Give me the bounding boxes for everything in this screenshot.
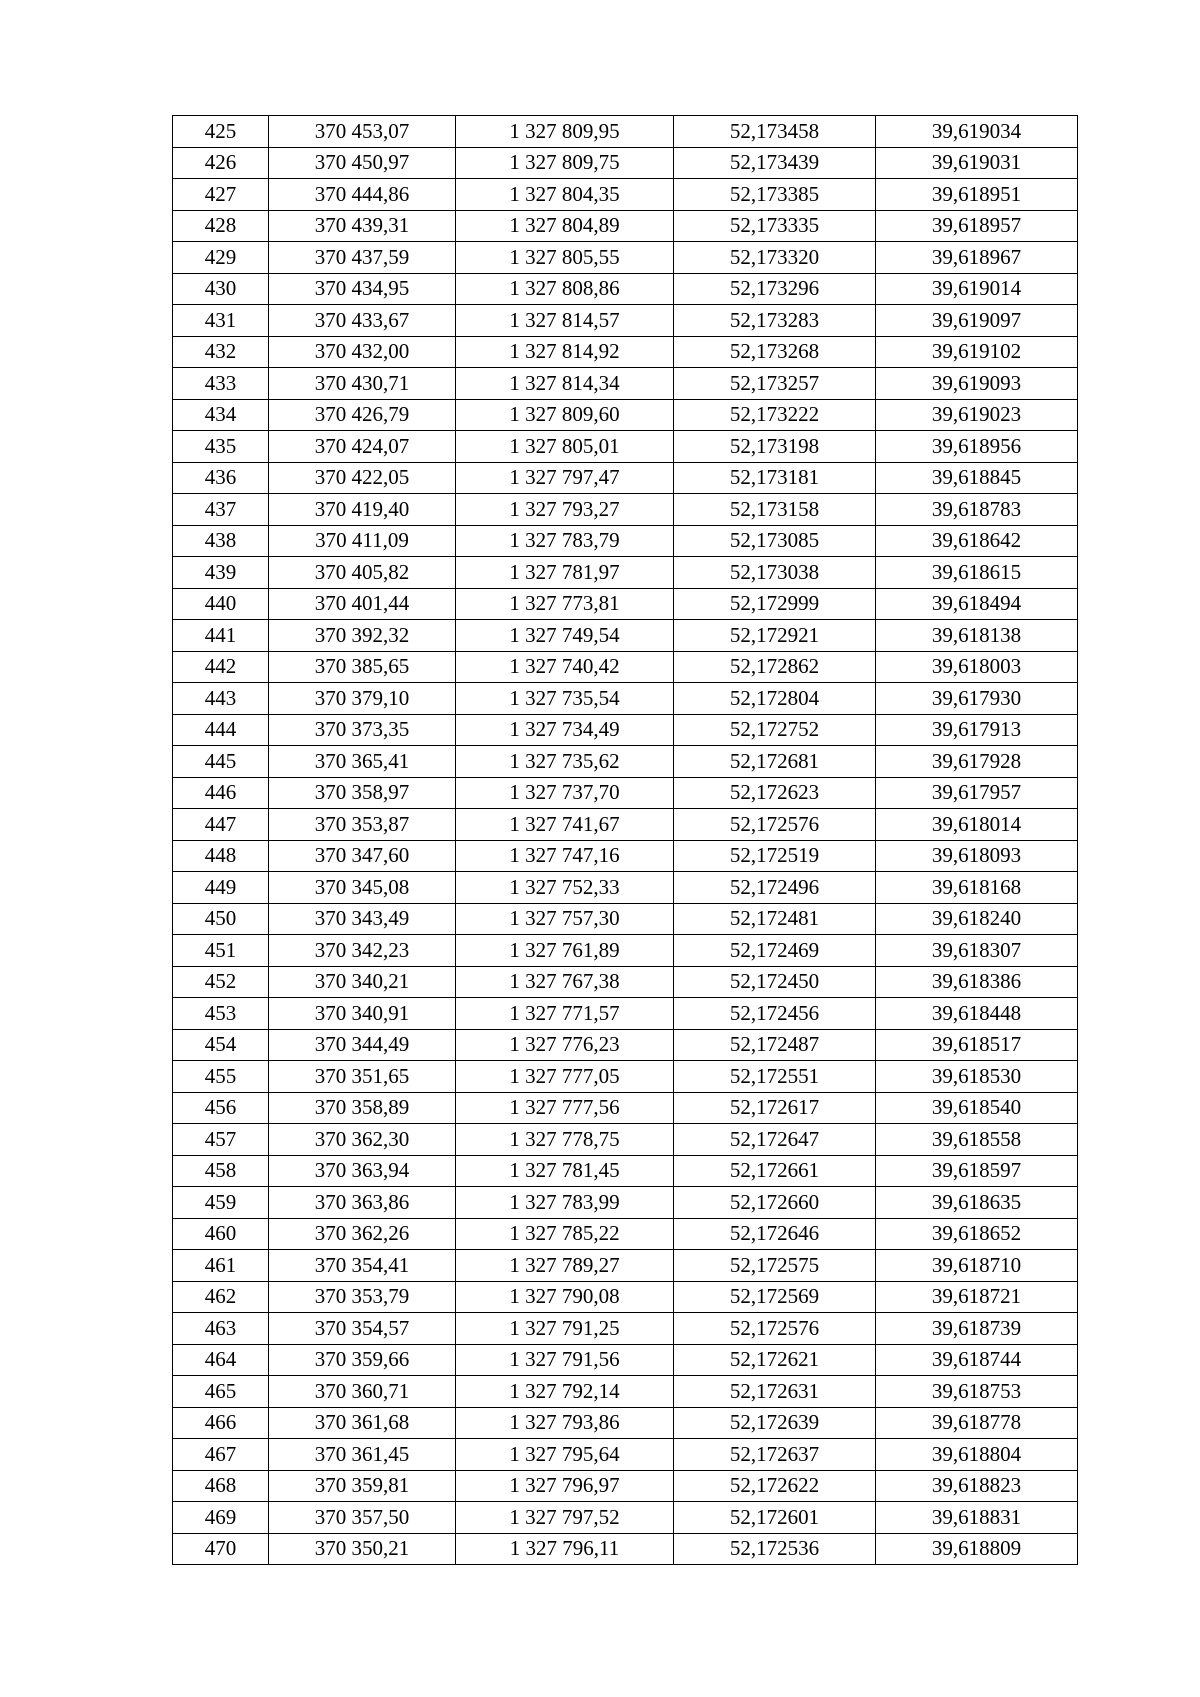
longitude-cell: 39,618530 (876, 1061, 1078, 1093)
longitude-cell: 39,618540 (876, 1092, 1078, 1124)
table-row (173, 1344, 1078, 1376)
point-number-cell: 432 (173, 336, 269, 368)
point-number-cell: 448 (173, 840, 269, 872)
point-number-cell: 462 (173, 1281, 269, 1313)
x-coordinate-cell: 370 354,41 (269, 1250, 456, 1282)
longitude-cell: 39,618951 (876, 179, 1078, 211)
y-coordinate-cell: 1 327 773,81 (456, 588, 674, 620)
point-number-cell: 468 (173, 1470, 269, 1502)
table-row (173, 588, 1078, 620)
x-coordinate-cell: 370 342,23 (269, 935, 456, 967)
y-coordinate-cell: 1 327 791,56 (456, 1344, 674, 1376)
y-coordinate-cell: 1 327 771,57 (456, 998, 674, 1030)
y-coordinate-cell: 1 327 747,16 (456, 840, 674, 872)
longitude-cell: 39,618240 (876, 903, 1078, 935)
x-coordinate-cell: 370 360,71 (269, 1376, 456, 1408)
longitude-cell: 39,618448 (876, 998, 1078, 1030)
point-number-cell: 463 (173, 1313, 269, 1345)
y-coordinate-cell: 1 327 804,35 (456, 179, 674, 211)
latitude-cell: 52,172487 (674, 1029, 876, 1061)
point-number-cell: 427 (173, 179, 269, 211)
latitude-cell: 52,172647 (674, 1124, 876, 1156)
point-number-cell: 445 (173, 746, 269, 778)
latitude-cell: 52,173198 (674, 431, 876, 463)
x-coordinate-cell: 370 365,41 (269, 746, 456, 778)
point-number-cell: 433 (173, 368, 269, 400)
point-number-cell: 443 (173, 683, 269, 715)
point-number-cell: 444 (173, 714, 269, 746)
y-coordinate-cell: 1 327 809,60 (456, 399, 674, 431)
x-coordinate-cell: 370 340,21 (269, 966, 456, 998)
x-coordinate-cell: 370 351,65 (269, 1061, 456, 1093)
table-row (173, 777, 1078, 809)
x-coordinate-cell: 370 411,09 (269, 525, 456, 557)
y-coordinate-cell: 1 327 814,92 (456, 336, 674, 368)
latitude-cell: 52,172621 (674, 1344, 876, 1376)
longitude-cell: 39,619102 (876, 336, 1078, 368)
longitude-cell: 39,618809 (876, 1533, 1078, 1565)
longitude-cell: 39,618307 (876, 935, 1078, 967)
point-number-cell: 464 (173, 1344, 269, 1376)
longitude-cell: 39,618652 (876, 1218, 1078, 1250)
point-number-cell: 434 (173, 399, 269, 431)
table-row (173, 1061, 1078, 1093)
latitude-cell: 52,172804 (674, 683, 876, 715)
latitude-cell: 52,172536 (674, 1533, 876, 1565)
y-coordinate-cell: 1 327 767,38 (456, 966, 674, 998)
x-coordinate-cell: 370 347,60 (269, 840, 456, 872)
latitude-cell: 52,173257 (674, 368, 876, 400)
x-coordinate-cell: 370 361,68 (269, 1407, 456, 1439)
point-number-cell: 446 (173, 777, 269, 809)
latitude-cell: 52,172646 (674, 1218, 876, 1250)
table-row (173, 368, 1078, 400)
y-coordinate-cell: 1 327 781,97 (456, 557, 674, 589)
y-coordinate-cell: 1 327 776,23 (456, 1029, 674, 1061)
latitude-cell: 52,172481 (674, 903, 876, 935)
latitude-cell: 52,173458 (674, 116, 876, 148)
point-number-cell: 466 (173, 1407, 269, 1439)
y-coordinate-cell: 1 327 795,64 (456, 1439, 674, 1471)
longitude-cell: 39,618710 (876, 1250, 1078, 1282)
table-row (173, 305, 1078, 337)
point-number-cell: 447 (173, 809, 269, 841)
point-number-cell: 430 (173, 273, 269, 305)
x-coordinate-cell: 370 439,31 (269, 210, 456, 242)
longitude-cell: 39,618558 (876, 1124, 1078, 1156)
latitude-cell: 52,172660 (674, 1187, 876, 1219)
x-coordinate-cell: 370 426,79 (269, 399, 456, 431)
table-row (173, 683, 1078, 715)
y-coordinate-cell: 1 327 797,47 (456, 462, 674, 494)
latitude-cell: 52,172999 (674, 588, 876, 620)
latitude-cell: 52,172551 (674, 1061, 876, 1093)
table-row (173, 525, 1078, 557)
table-row (173, 242, 1078, 274)
y-coordinate-cell: 1 327 814,57 (456, 305, 674, 337)
longitude-cell: 39,618753 (876, 1376, 1078, 1408)
table-row (173, 1407, 1078, 1439)
x-coordinate-cell: 370 362,26 (269, 1218, 456, 1250)
longitude-cell: 39,618778 (876, 1407, 1078, 1439)
table-row (173, 651, 1078, 683)
table-row (173, 1124, 1078, 1156)
y-coordinate-cell: 1 327 777,56 (456, 1092, 674, 1124)
x-coordinate-cell: 370 432,00 (269, 336, 456, 368)
latitude-cell: 52,172617 (674, 1092, 876, 1124)
y-coordinate-cell: 1 327 777,05 (456, 1061, 674, 1093)
longitude-cell: 39,618517 (876, 1029, 1078, 1061)
x-coordinate-cell: 370 345,08 (269, 872, 456, 904)
table-row (173, 1470, 1078, 1502)
table-row (173, 935, 1078, 967)
latitude-cell: 52,173268 (674, 336, 876, 368)
point-number-cell: 467 (173, 1439, 269, 1471)
latitude-cell: 52,172575 (674, 1250, 876, 1282)
point-number-cell: 455 (173, 1061, 269, 1093)
latitude-cell: 52,173320 (674, 242, 876, 274)
y-coordinate-cell: 1 327 741,67 (456, 809, 674, 841)
x-coordinate-cell: 370 419,40 (269, 494, 456, 526)
point-number-cell: 459 (173, 1187, 269, 1219)
x-coordinate-cell: 370 340,91 (269, 998, 456, 1030)
y-coordinate-cell: 1 327 809,75 (456, 147, 674, 179)
x-coordinate-cell: 370 437,59 (269, 242, 456, 274)
y-coordinate-cell: 1 327 783,99 (456, 1187, 674, 1219)
point-number-cell: 469 (173, 1502, 269, 1534)
table-row (173, 714, 1078, 746)
x-coordinate-cell: 370 430,71 (269, 368, 456, 400)
table-row (173, 210, 1078, 242)
table-row (173, 147, 1078, 179)
longitude-cell: 39,619023 (876, 399, 1078, 431)
x-coordinate-cell: 370 358,97 (269, 777, 456, 809)
table-row (173, 1250, 1078, 1282)
x-coordinate-cell: 370 453,07 (269, 116, 456, 148)
x-coordinate-cell: 370 357,50 (269, 1502, 456, 1534)
x-coordinate-cell: 370 363,94 (269, 1155, 456, 1187)
point-number-cell: 429 (173, 242, 269, 274)
longitude-cell: 39,618956 (876, 431, 1078, 463)
y-coordinate-cell: 1 327 793,86 (456, 1407, 674, 1439)
x-coordinate-cell: 370 385,65 (269, 651, 456, 683)
y-coordinate-cell: 1 327 792,14 (456, 1376, 674, 1408)
longitude-cell: 39,618831 (876, 1502, 1078, 1534)
table-row (173, 1029, 1078, 1061)
table-row (173, 431, 1078, 463)
y-coordinate-cell: 1 327 789,27 (456, 1250, 674, 1282)
latitude-cell: 52,172469 (674, 935, 876, 967)
point-number-cell: 461 (173, 1250, 269, 1282)
longitude-cell: 39,617930 (876, 683, 1078, 715)
longitude-cell: 39,619097 (876, 305, 1078, 337)
latitude-cell: 52,173038 (674, 557, 876, 589)
latitude-cell: 52,172576 (674, 809, 876, 841)
y-coordinate-cell: 1 327 740,42 (456, 651, 674, 683)
longitude-cell: 39,618093 (876, 840, 1078, 872)
latitude-cell: 52,172576 (674, 1313, 876, 1345)
x-coordinate-cell: 370 353,87 (269, 809, 456, 841)
longitude-cell: 39,618615 (876, 557, 1078, 589)
point-number-cell: 440 (173, 588, 269, 620)
longitude-cell: 39,618721 (876, 1281, 1078, 1313)
y-coordinate-cell: 1 327 814,34 (456, 368, 674, 400)
x-coordinate-cell: 370 353,79 (269, 1281, 456, 1313)
y-coordinate-cell: 1 327 737,70 (456, 777, 674, 809)
table-row (173, 1502, 1078, 1534)
y-coordinate-cell: 1 327 809,95 (456, 116, 674, 148)
y-coordinate-cell: 1 327 749,54 (456, 620, 674, 652)
y-coordinate-cell: 1 327 797,52 (456, 1502, 674, 1534)
latitude-cell: 52,172631 (674, 1376, 876, 1408)
y-coordinate-cell: 1 327 757,30 (456, 903, 674, 935)
x-coordinate-cell: 370 392,32 (269, 620, 456, 652)
x-coordinate-cell: 370 422,05 (269, 462, 456, 494)
longitude-cell: 39,618739 (876, 1313, 1078, 1345)
longitude-cell: 39,618168 (876, 872, 1078, 904)
table-row (173, 116, 1078, 148)
table-row (173, 746, 1078, 778)
x-coordinate-cell: 370 444,86 (269, 179, 456, 211)
point-number-cell: 456 (173, 1092, 269, 1124)
latitude-cell: 52,172496 (674, 872, 876, 904)
longitude-cell: 39,618967 (876, 242, 1078, 274)
point-number-cell: 452 (173, 966, 269, 998)
y-coordinate-cell: 1 327 735,62 (456, 746, 674, 778)
x-coordinate-cell: 370 450,97 (269, 147, 456, 179)
table-row (173, 998, 1078, 1030)
point-number-cell: 426 (173, 147, 269, 179)
x-coordinate-cell: 370 433,67 (269, 305, 456, 337)
y-coordinate-cell: 1 327 805,01 (456, 431, 674, 463)
point-number-cell: 465 (173, 1376, 269, 1408)
point-number-cell: 460 (173, 1218, 269, 1250)
longitude-cell: 39,618138 (876, 620, 1078, 652)
longitude-cell: 39,618494 (876, 588, 1078, 620)
latitude-cell: 52,173439 (674, 147, 876, 179)
table-row (173, 336, 1078, 368)
latitude-cell: 52,172456 (674, 998, 876, 1030)
table-row (173, 872, 1078, 904)
table-row (173, 462, 1078, 494)
latitude-cell: 52,172639 (674, 1407, 876, 1439)
point-number-cell: 457 (173, 1124, 269, 1156)
table-row (173, 399, 1078, 431)
latitude-cell: 52,173085 (674, 525, 876, 557)
latitude-cell: 52,173222 (674, 399, 876, 431)
y-coordinate-cell: 1 327 783,79 (456, 525, 674, 557)
table-row (173, 840, 1078, 872)
point-number-cell: 458 (173, 1155, 269, 1187)
table-row (173, 1533, 1078, 1565)
y-coordinate-cell: 1 327 761,89 (456, 935, 674, 967)
latitude-cell: 52,172450 (674, 966, 876, 998)
x-coordinate-cell: 370 405,82 (269, 557, 456, 589)
y-coordinate-cell: 1 327 805,55 (456, 242, 674, 274)
y-coordinate-cell: 1 327 808,86 (456, 273, 674, 305)
point-number-cell: 454 (173, 1029, 269, 1061)
point-number-cell: 431 (173, 305, 269, 337)
latitude-cell: 52,173283 (674, 305, 876, 337)
longitude-cell: 39,618783 (876, 494, 1078, 526)
point-number-cell: 441 (173, 620, 269, 652)
y-coordinate-cell: 1 327 793,27 (456, 494, 674, 526)
x-coordinate-cell: 370 359,81 (269, 1470, 456, 1502)
point-number-cell: 451 (173, 935, 269, 967)
x-coordinate-cell: 370 424,07 (269, 431, 456, 463)
longitude-cell: 39,617913 (876, 714, 1078, 746)
longitude-cell: 39,619014 (876, 273, 1078, 305)
coordinates-table-body (173, 116, 1078, 1565)
table-row (173, 1187, 1078, 1219)
point-number-cell: 450 (173, 903, 269, 935)
y-coordinate-cell: 1 327 734,49 (456, 714, 674, 746)
longitude-cell: 39,618386 (876, 966, 1078, 998)
latitude-cell: 52,172601 (674, 1502, 876, 1534)
longitude-cell: 39,618845 (876, 462, 1078, 494)
table-row (173, 1439, 1078, 1471)
longitude-cell: 39,617928 (876, 746, 1078, 778)
latitude-cell: 52,173296 (674, 273, 876, 305)
longitude-cell: 39,619031 (876, 147, 1078, 179)
table-row (173, 1376, 1078, 1408)
longitude-cell: 39,618744 (876, 1344, 1078, 1376)
x-coordinate-cell: 370 379,10 (269, 683, 456, 715)
x-coordinate-cell: 370 358,89 (269, 1092, 456, 1124)
table-row (173, 273, 1078, 305)
latitude-cell: 52,172622 (674, 1470, 876, 1502)
point-number-cell: 428 (173, 210, 269, 242)
latitude-cell: 52,172569 (674, 1281, 876, 1313)
point-number-cell: 453 (173, 998, 269, 1030)
x-coordinate-cell: 370 361,45 (269, 1439, 456, 1471)
latitude-cell: 52,172681 (674, 746, 876, 778)
y-coordinate-cell: 1 327 791,25 (456, 1313, 674, 1345)
table-row (173, 620, 1078, 652)
x-coordinate-cell: 370 362,30 (269, 1124, 456, 1156)
longitude-cell: 39,618597 (876, 1155, 1078, 1187)
longitude-cell: 39,618957 (876, 210, 1078, 242)
x-coordinate-cell: 370 401,44 (269, 588, 456, 620)
x-coordinate-cell: 370 343,49 (269, 903, 456, 935)
longitude-cell: 39,618003 (876, 651, 1078, 683)
longitude-cell: 39,618804 (876, 1439, 1078, 1471)
point-number-cell: 435 (173, 431, 269, 463)
latitude-cell: 52,172862 (674, 651, 876, 683)
x-coordinate-cell: 370 434,95 (269, 273, 456, 305)
table-row (173, 903, 1078, 935)
longitude-cell: 39,617957 (876, 777, 1078, 809)
point-number-cell: 439 (173, 557, 269, 589)
longitude-cell: 39,618014 (876, 809, 1078, 841)
x-coordinate-cell: 370 344,49 (269, 1029, 456, 1061)
table-row (173, 557, 1078, 589)
table-row (173, 494, 1078, 526)
table-row (173, 1281, 1078, 1313)
y-coordinate-cell: 1 327 778,75 (456, 1124, 674, 1156)
y-coordinate-cell: 1 327 790,08 (456, 1281, 674, 1313)
x-coordinate-cell: 370 359,66 (269, 1344, 456, 1376)
latitude-cell: 52,172637 (674, 1439, 876, 1471)
latitude-cell: 52,173385 (674, 179, 876, 211)
latitude-cell: 52,173335 (674, 210, 876, 242)
y-coordinate-cell: 1 327 735,54 (456, 683, 674, 715)
coordinates-table (172, 115, 1078, 1565)
latitude-cell: 52,172519 (674, 840, 876, 872)
longitude-cell: 39,618635 (876, 1187, 1078, 1219)
y-coordinate-cell: 1 327 796,11 (456, 1533, 674, 1565)
table-row (173, 809, 1078, 841)
y-coordinate-cell: 1 327 804,89 (456, 210, 674, 242)
point-number-cell: 437 (173, 494, 269, 526)
latitude-cell: 52,173181 (674, 462, 876, 494)
x-coordinate-cell: 370 354,57 (269, 1313, 456, 1345)
latitude-cell: 52,172623 (674, 777, 876, 809)
longitude-cell: 39,619034 (876, 116, 1078, 148)
x-coordinate-cell: 370 363,86 (269, 1187, 456, 1219)
table-row (173, 179, 1078, 211)
longitude-cell: 39,618823 (876, 1470, 1078, 1502)
table-row (173, 966, 1078, 998)
point-number-cell: 442 (173, 651, 269, 683)
x-coordinate-cell: 370 350,21 (269, 1533, 456, 1565)
point-number-cell: 425 (173, 116, 269, 148)
y-coordinate-cell: 1 327 796,97 (456, 1470, 674, 1502)
longitude-cell: 39,619093 (876, 368, 1078, 400)
point-number-cell: 436 (173, 462, 269, 494)
point-number-cell: 438 (173, 525, 269, 557)
table-row (173, 1218, 1078, 1250)
y-coordinate-cell: 1 327 752,33 (456, 872, 674, 904)
x-coordinate-cell: 370 373,35 (269, 714, 456, 746)
latitude-cell: 52,173158 (674, 494, 876, 526)
y-coordinate-cell: 1 327 785,22 (456, 1218, 674, 1250)
table-row (173, 1092, 1078, 1124)
table-row (173, 1313, 1078, 1345)
point-number-cell: 470 (173, 1533, 269, 1565)
longitude-cell: 39,618642 (876, 525, 1078, 557)
table-row (173, 1155, 1078, 1187)
latitude-cell: 52,172752 (674, 714, 876, 746)
y-coordinate-cell: 1 327 781,45 (456, 1155, 674, 1187)
latitude-cell: 52,172661 (674, 1155, 876, 1187)
point-number-cell: 449 (173, 872, 269, 904)
latitude-cell: 52,172921 (674, 620, 876, 652)
